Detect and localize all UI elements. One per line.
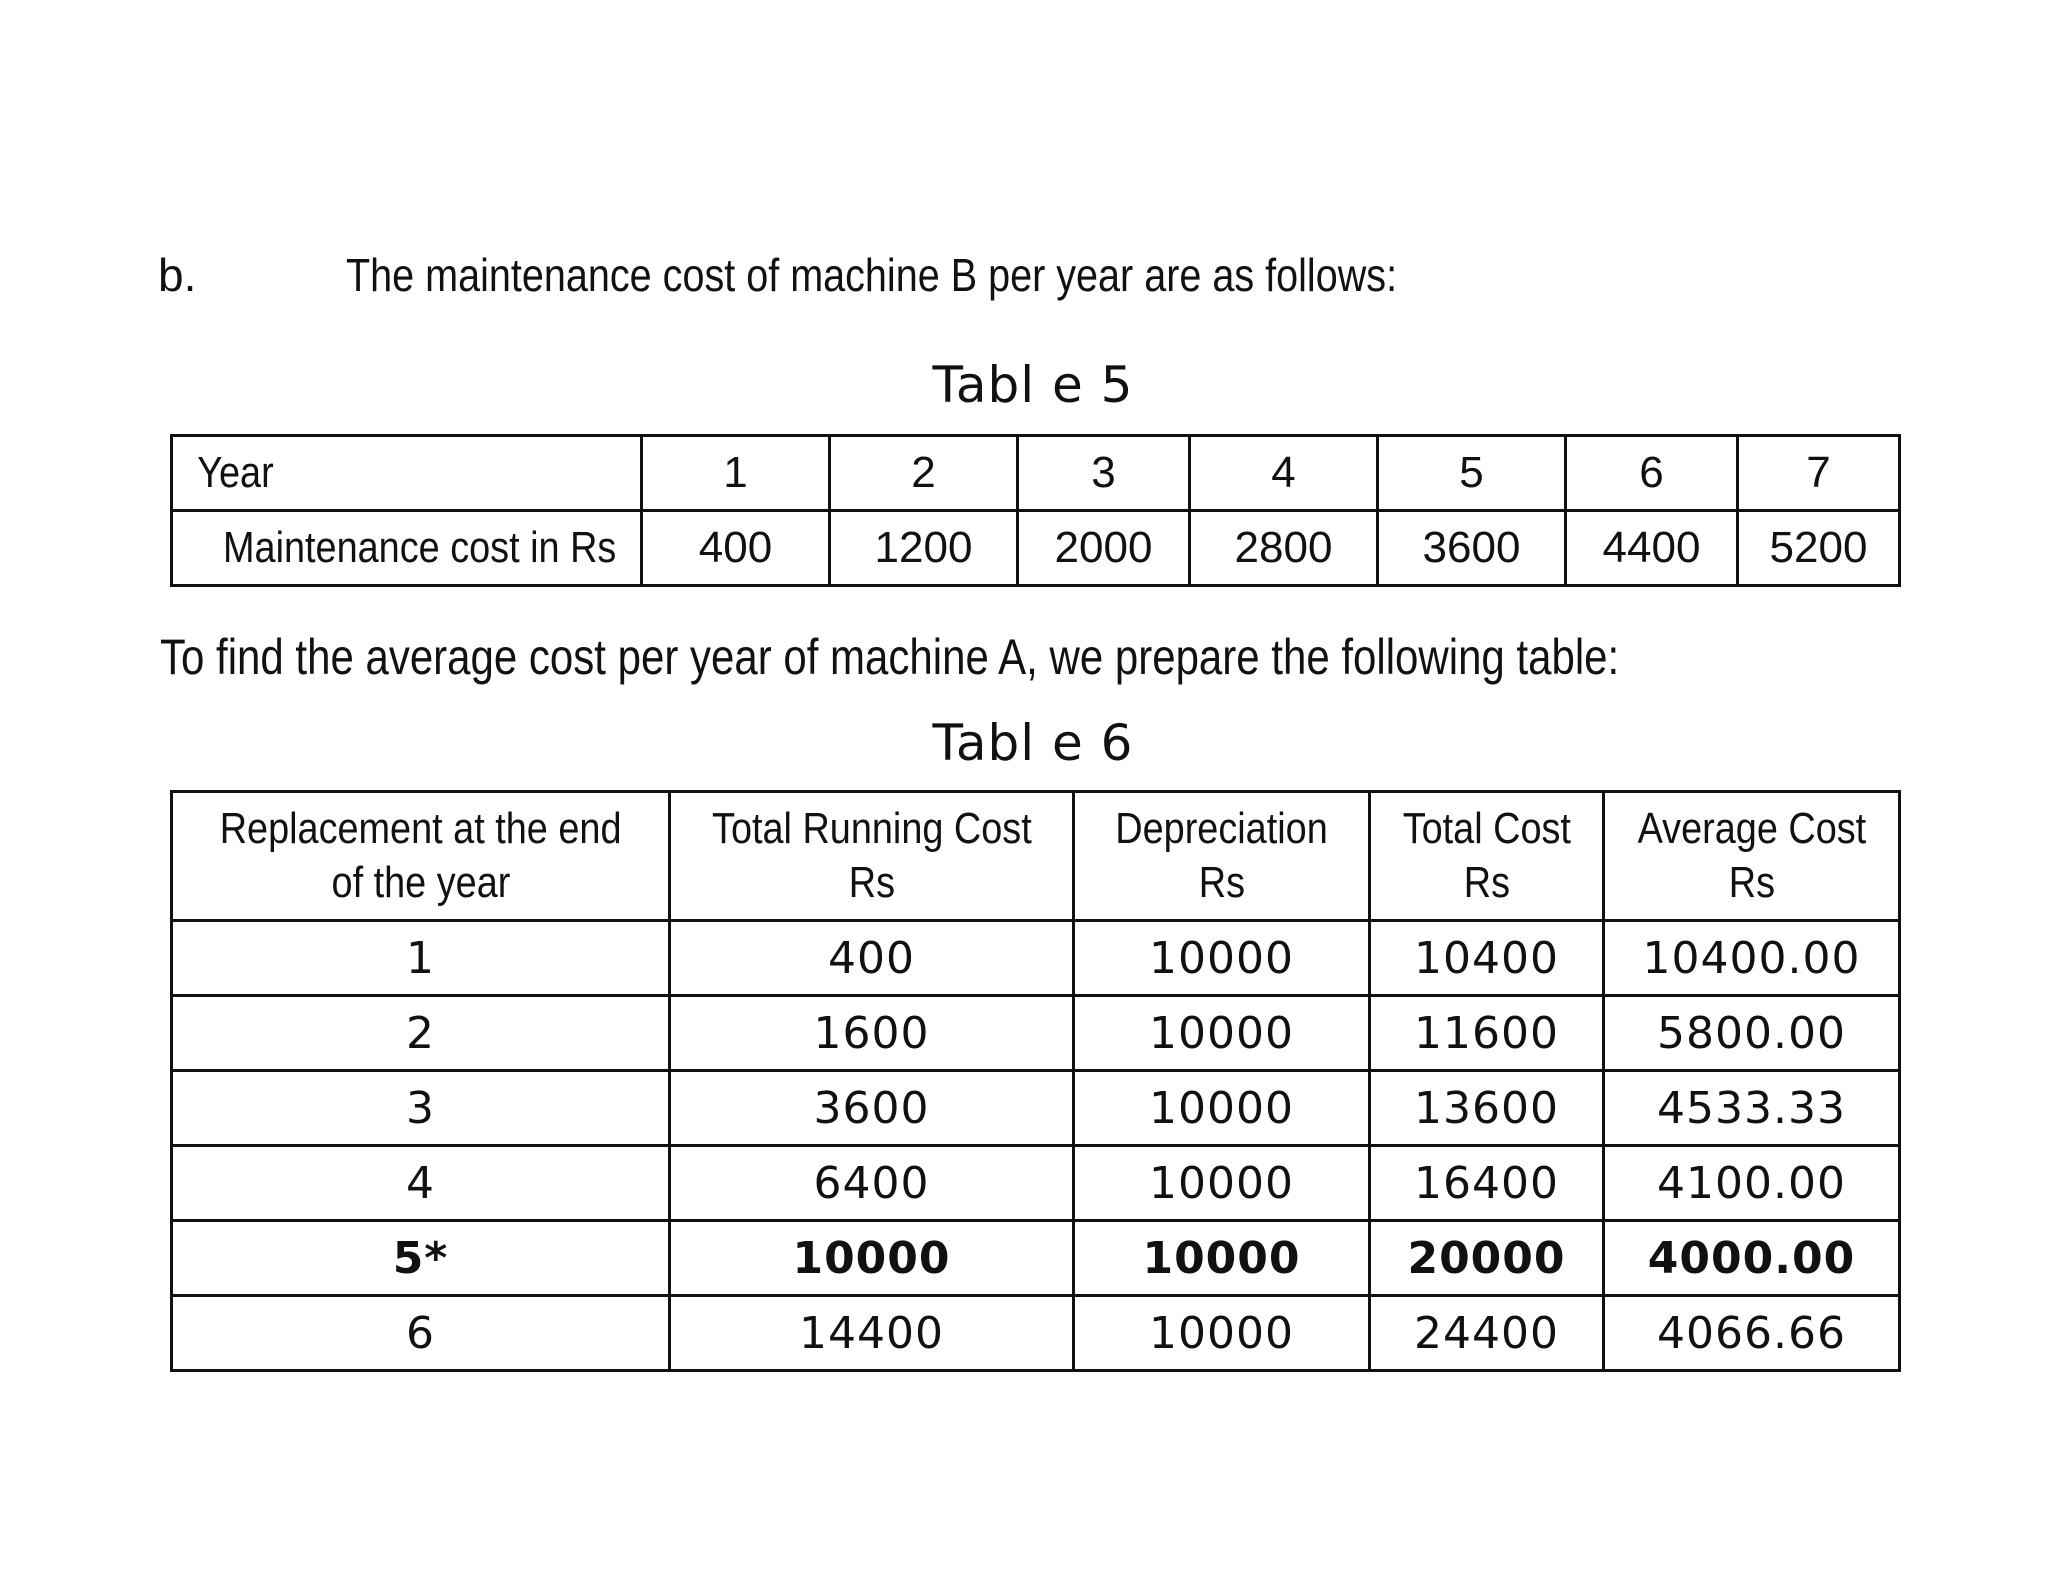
depreciation-cell: 10000 [1074, 1146, 1370, 1221]
depreciation-cell: 10000 [1074, 1296, 1370, 1371]
table5-cost-row [172, 511, 1900, 586]
table-row [172, 1296, 1900, 1371]
table5-cost-cell: 2800 [1190, 511, 1378, 586]
average-cost-cell: 4100.00 [1604, 1146, 1900, 1221]
running-cost-cell: 1600 [670, 996, 1074, 1071]
table5-year-cell: 7 [1738, 436, 1900, 511]
running-cost-cell: 14400 [670, 1296, 1074, 1371]
running-cost-cell: 400 [670, 921, 1074, 996]
depreciation-cell: 10000 [1074, 921, 1370, 996]
average-cost-cell: 5800.00 [1604, 996, 1900, 1071]
year-cell: 2 [172, 996, 670, 1071]
total-cost-cell: 10400 [1370, 921, 1604, 996]
table-row [172, 1071, 1900, 1146]
year-cell: 5* [172, 1221, 670, 1296]
average-cost-cell: 4000.00 [1604, 1221, 1900, 1296]
table5-cost-cell: 5200 [1738, 511, 1900, 586]
total-cost-cell: 24400 [1370, 1296, 1604, 1371]
table6-header-row [172, 792, 1900, 921]
table-row-optimal [172, 1221, 1900, 1296]
table5-year-cell: 5 [1378, 436, 1566, 511]
table6-header-replacement: Replacement at the end of the year [172, 792, 670, 921]
table5-year-row [172, 436, 1900, 511]
depreciation-cell: 10000 [1074, 1071, 1370, 1146]
running-cost-cell: 6400 [670, 1146, 1074, 1221]
depreciation-cell: 10000 [1074, 996, 1370, 1071]
average-cost-table [170, 790, 1901, 1372]
depreciation-cell: 10000 [1074, 1221, 1370, 1296]
total-cost-cell: 16400 [1370, 1146, 1604, 1221]
table-row [172, 921, 1900, 996]
table5-year-cell: 1 [642, 436, 830, 511]
table6-header-average-cost: Average Cost Rs [1604, 792, 1900, 921]
section-label: b. [158, 249, 197, 301]
average-cost-cell: 10400.00 [1604, 921, 1900, 996]
total-cost-cell: 13600 [1370, 1071, 1604, 1146]
maintenance-cost-table [170, 434, 1901, 587]
running-cost-cell: 3600 [670, 1071, 1074, 1146]
table5-year-cell: 4 [1190, 436, 1378, 511]
table5-row-header-cost: Maintenance cost in Rs [172, 511, 642, 586]
table5-year-cell: 2 [830, 436, 1018, 511]
table5-cost-cell: 400 [642, 511, 830, 586]
total-cost-cell: 11600 [1370, 996, 1604, 1071]
paragraph: To find the average cost per year of machine A, we prepare the following table: [160, 629, 1620, 685]
table5-caption: Tabl e 5 [932, 356, 1134, 414]
table6-header-total-cost: Total Cost Rs [1370, 792, 1604, 921]
table5-year-cell: 3 [1018, 436, 1190, 511]
average-cost-cell: 4533.33 [1604, 1071, 1900, 1146]
total-cost-cell: 20000 [1370, 1221, 1604, 1296]
table5-cost-cell: 4400 [1566, 511, 1738, 586]
year-cell: 3 [172, 1071, 670, 1146]
table6-caption: Tabl e 6 [932, 714, 1134, 772]
table5-cost-cell: 2000 [1018, 511, 1190, 586]
table5-cost-cell: 1200 [830, 511, 1018, 586]
year-cell: 4 [172, 1146, 670, 1221]
year-cell: 1 [172, 921, 670, 996]
table5-row-header-year: Year [172, 436, 642, 511]
running-cost-cell: 10000 [670, 1221, 1074, 1296]
year-cell: 6 [172, 1296, 670, 1371]
table-row [172, 996, 1900, 1071]
intro-sentence: The maintenance cost of machine B per year are as follows: [346, 249, 1398, 301]
table-row [172, 1146, 1900, 1221]
table5-year-cell: 6 [1566, 436, 1738, 511]
table6-header-running-cost: Total Running Cost Rs [670, 792, 1074, 921]
average-cost-cell: 4066.66 [1604, 1296, 1900, 1371]
table6-header-depreciation: Depreciation Rs [1074, 792, 1370, 921]
table5-cost-cell: 3600 [1378, 511, 1566, 586]
